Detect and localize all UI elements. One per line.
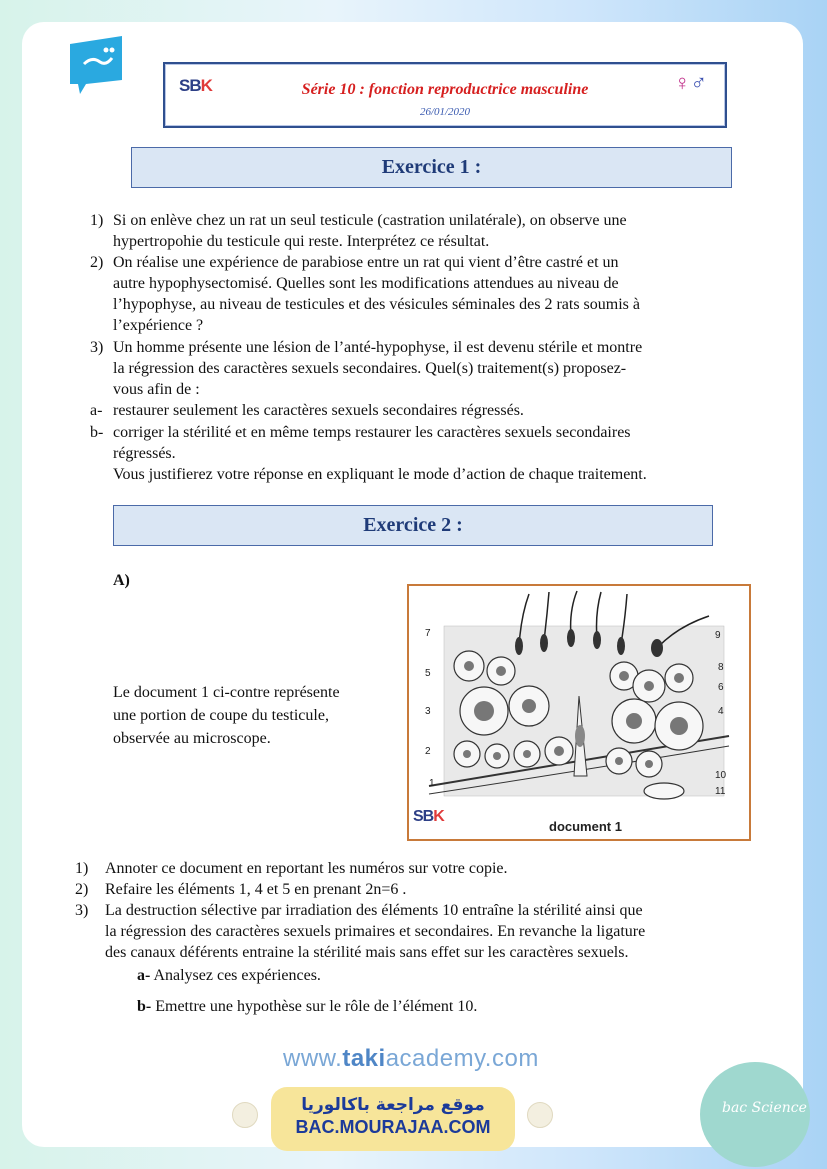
bac-science-logo: bac Science — [700, 1062, 810, 1167]
ex2-q2-number: 2) — [75, 881, 89, 898]
footer-url[interactable]: www.takiacademy.com — [283, 1045, 539, 1072]
figure-label-2: 2 — [425, 746, 431, 757]
ex1-item1-line2: hypertropohie du testicule qui reste. Interprétez ce résultat. — [113, 233, 490, 250]
series-title: Série 10 : fonction reproductrice masculine — [301, 81, 589, 98]
ex2-doc-text-line2: une portion de coupe du testicule, — [113, 707, 329, 724]
footer-left-logo-icon — [232, 1102, 258, 1128]
ex1-item2-number: 2) — [90, 254, 104, 271]
ex1-sub-b-line2: régressés. — [113, 445, 176, 462]
ex1-sub-a-label: a- — [90, 402, 103, 419]
ex2-q1-number: 1) — [75, 860, 89, 877]
document1-figure — [407, 584, 751, 841]
header-brand-logo: SBK — [179, 76, 212, 95]
exercice1-title: Exercice 1 : — [131, 147, 732, 188]
ex2-q3-line1: La destruction sélective par irradiation des éléments 10 entraîne la stérilité ainsi que — [105, 902, 643, 919]
ex2-q1-text: Annoter ce document en reportant les numéros sur votre copie. — [105, 860, 508, 877]
ex1-sub-b-line1: corriger la stérilité et en même temps restaurer les caractères sexuels secondaires — [113, 424, 631, 441]
ex2-q3-line3: des canaux déférents entraine la stérilité mais sans effet sur les caractères sexuels. — [105, 944, 629, 961]
footer-badge-arabic: موقع مراجعة باكالوريا — [301, 1095, 485, 1115]
ex2-q3a: a- Analysez ces expériences. — [137, 967, 321, 984]
ex1-sub-a-text: restaurer seulement les caractères sexuels secondaires régressés. — [113, 402, 524, 419]
ex2-q2-text: Refaire les éléments 1, 4 et 5 en prenant 2n=6 . — [105, 881, 407, 898]
ex2-part-a: A) — [113, 572, 130, 589]
ex1-item3-number: 3) — [90, 339, 104, 356]
ex1-sub-b-label: b- — [90, 424, 104, 441]
ex1-item3-line1: Un homme présente une lésion de l’anté-hypophyse, il est devenu stérile et montre — [113, 339, 643, 356]
figure-label-10: 10 — [715, 770, 727, 781]
figure-label-5: 5 — [425, 668, 431, 679]
figure-label-8: 8 — [718, 662, 724, 673]
figure-caption: document 1 — [549, 819, 622, 834]
figure-label-4: 4 — [718, 706, 724, 717]
ex1-item1-line1: Si on enlève chez un rat un seul testicule (castration unilatérale), on observe une — [113, 212, 627, 229]
footer-right-logo-icon — [527, 1102, 553, 1128]
figure-label-11: 11 — [715, 786, 726, 797]
figure-label-6: 6 — [718, 682, 724, 693]
figure-label-9: 9 — [715, 630, 721, 641]
figure-label-1: 1 — [429, 778, 435, 789]
ex1-item2-line3: l’hypophyse, au niveau de testicules et des vésicules séminales des 2 rats soumis à — [113, 296, 640, 313]
ex1-item3-line2: la régression des caractères sexuels secondaires. Quel(s) traitement(s) proposez- — [113, 360, 627, 377]
footer-badge[interactable] — [271, 1087, 515, 1151]
testis-section-drawing — [409, 586, 749, 801]
ex2-doc-text-line3: observée au microscope. — [113, 730, 271, 747]
ex1-item1-number: 1) — [90, 212, 104, 229]
gender-symbols-icon: ♀♂ — [674, 70, 707, 95]
takiacademy-logo-icon — [66, 34, 126, 94]
footer-badge-site: BAC.MOURAJAA.COM — [295, 1117, 491, 1137]
figure-label-3: 3 — [425, 706, 431, 717]
ex1-justify: Vous justifierez votre réponse en expliquant le mode d’action de chaque traitement. — [113, 466, 647, 483]
series-date: 26/01/2020 — [419, 106, 471, 118]
figure-label-7: 7 — [425, 628, 431, 639]
figure-brand-logo: SBK — [413, 808, 444, 825]
ex1-item2-line4: l’expérience ? — [113, 317, 204, 334]
header-box — [163, 62, 727, 128]
ex2-q3b: b- Emettre une hypothèse sur le rôle de l’élément 10. — [137, 998, 478, 1015]
ex1-item2-line1: On réalise une expérience de parabiose entre un rat qui vient d’être castré et un — [113, 254, 619, 271]
exercice2-title: Exercice 2 : — [113, 505, 713, 546]
ex2-q3-line2: la régression des caractères sexuels primaires et secondaires. En revanche la ligature — [105, 923, 646, 940]
ex2-q3-number: 3) — [75, 902, 89, 919]
ex2-doc-text-line1: Le document 1 ci-contre représente — [113, 684, 340, 701]
ex1-item3-line3: vous afin de : — [113, 381, 200, 398]
ex1-item2-line2: autre hypophysectomisé. Quelles sont les modifications attendues au niveau de — [113, 275, 619, 292]
